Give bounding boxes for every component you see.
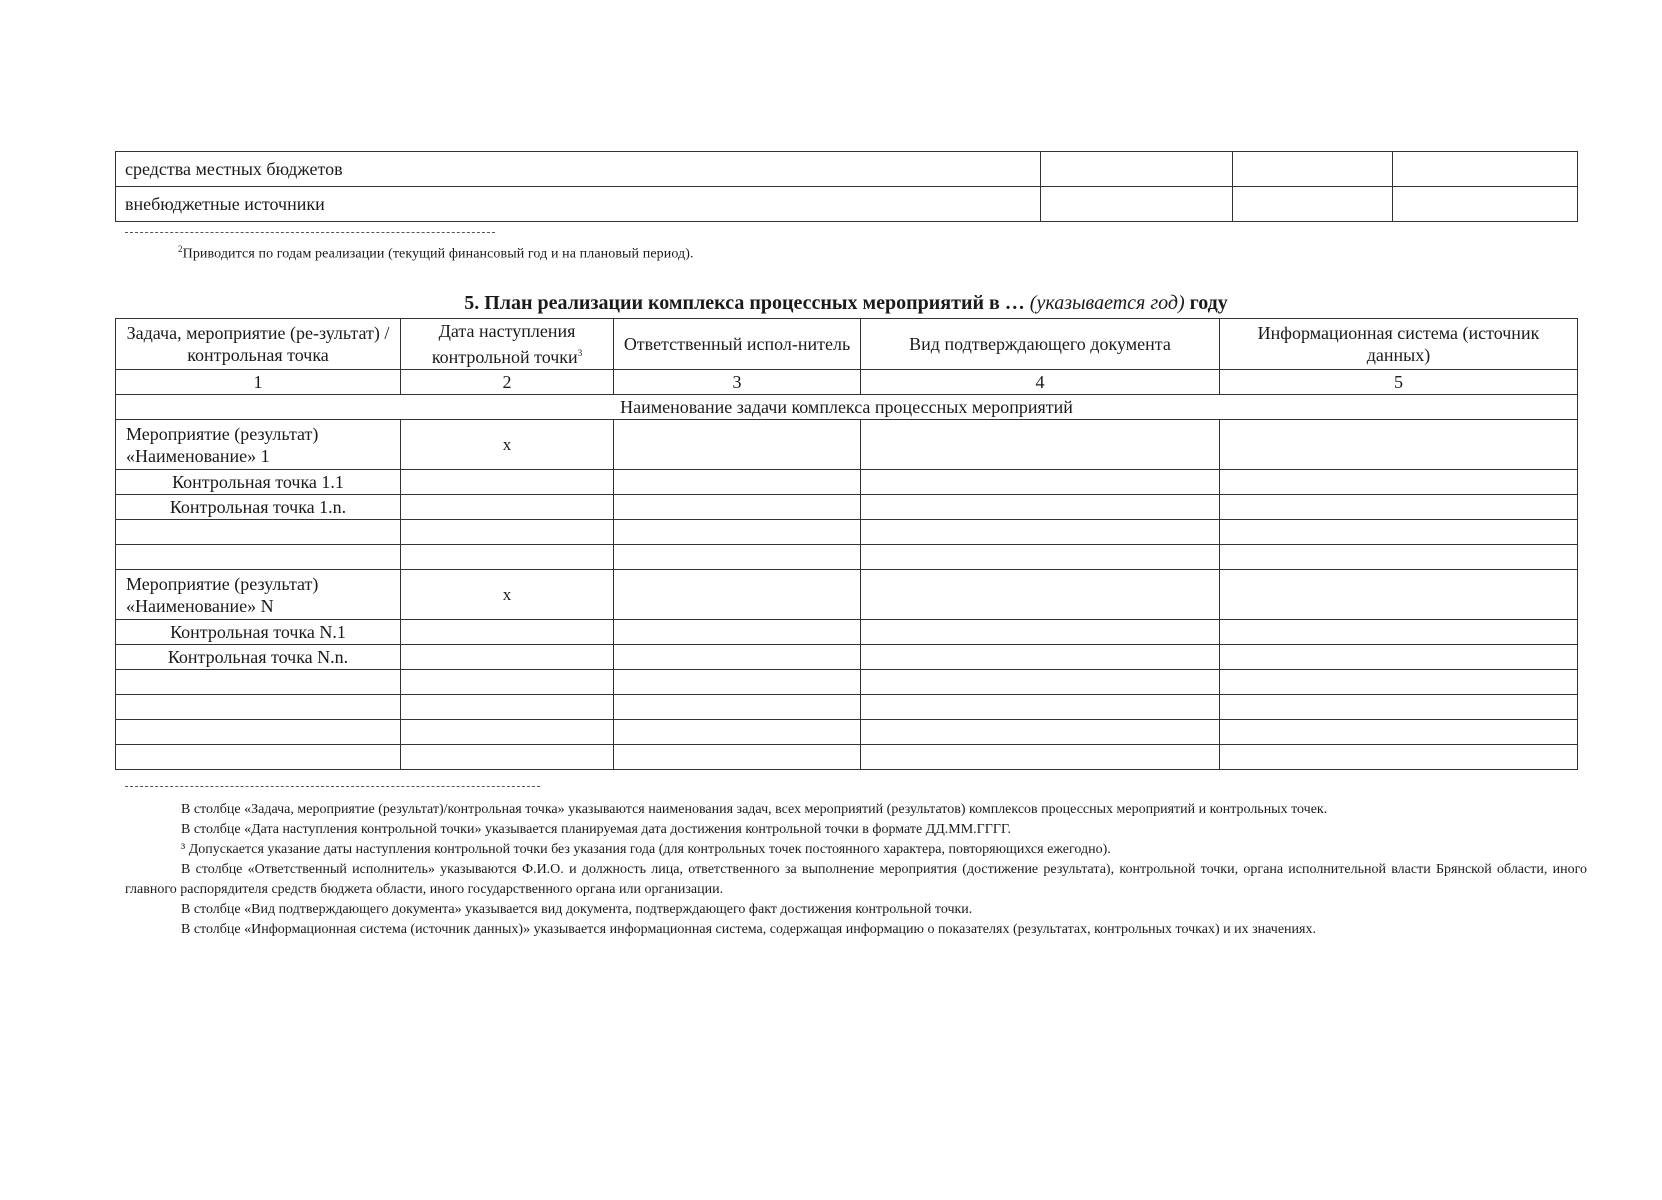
table-cell bbox=[401, 645, 614, 670]
footnote-separator bbox=[125, 232, 495, 233]
header-date bbox=[401, 319, 614, 370]
footnote-text: Приводится по годам реализации (текущий финансовый год и на плановый период). bbox=[182, 246, 694, 262]
table-cell bbox=[614, 670, 861, 695]
table-cell bbox=[861, 745, 1220, 770]
table-cell bbox=[1220, 645, 1578, 670]
table-cell bbox=[116, 720, 401, 745]
checkpoint-row bbox=[116, 620, 1578, 645]
table-cell bbox=[1393, 152, 1578, 187]
table-cell bbox=[401, 470, 614, 495]
table-cell bbox=[861, 620, 1220, 645]
header-responsible: Ответственный испол-нитель bbox=[614, 319, 861, 370]
note-paragraph: В столбце «Задача, мероприятие (результат)/контрольная точка» указываются наименования задач, всех мероприятий (результатов) комплексов процессных мероприятий и контрольных точек. bbox=[181, 802, 1328, 817]
event-row-n bbox=[116, 570, 1578, 620]
table-cell bbox=[1041, 152, 1233, 187]
table-cell bbox=[614, 620, 861, 645]
table-cell bbox=[116, 545, 401, 570]
funding-sources-table bbox=[115, 151, 1578, 222]
task-row bbox=[116, 395, 1578, 420]
table-cell bbox=[1233, 152, 1393, 187]
column-number: 4 bbox=[861, 370, 1220, 395]
table-cell bbox=[861, 645, 1220, 670]
footnote-mark: 2 bbox=[178, 244, 183, 254]
event-line: «Наименование» 1 bbox=[126, 445, 270, 466]
table-row bbox=[116, 152, 1578, 187]
table-cell bbox=[614, 470, 861, 495]
funding-source-label: внебюджетные источники bbox=[116, 187, 1041, 222]
column-number: 2 bbox=[401, 370, 614, 395]
table-cell bbox=[1220, 745, 1578, 770]
table-cell bbox=[614, 520, 861, 545]
section-title-end: году bbox=[1184, 292, 1228, 314]
table-cell bbox=[401, 495, 614, 520]
column-number: 5 bbox=[1220, 370, 1578, 395]
table-cell bbox=[861, 420, 1220, 470]
table-header-row bbox=[116, 319, 1578, 370]
table-cell bbox=[861, 495, 1220, 520]
event-name bbox=[116, 570, 401, 620]
footnote-2 bbox=[178, 244, 694, 263]
table-cell bbox=[401, 720, 614, 745]
table-cell bbox=[1220, 520, 1578, 545]
empty-row bbox=[116, 695, 1578, 720]
table-cell bbox=[116, 745, 401, 770]
table-cell bbox=[614, 645, 861, 670]
table-cell bbox=[1220, 670, 1578, 695]
empty-row bbox=[116, 670, 1578, 695]
table-cell bbox=[861, 545, 1220, 570]
table-cell bbox=[1041, 187, 1233, 222]
table-cell bbox=[861, 695, 1220, 720]
table-cell bbox=[401, 545, 614, 570]
event-date: х bbox=[401, 570, 614, 620]
table-cell bbox=[401, 745, 614, 770]
table-cell bbox=[1220, 620, 1578, 645]
checkpoint-row bbox=[116, 495, 1578, 520]
column-number: 3 bbox=[614, 370, 861, 395]
table-cell bbox=[861, 720, 1220, 745]
table-cell bbox=[1220, 695, 1578, 720]
table-cell bbox=[1220, 545, 1578, 570]
task-name: Наименование задачи комплекса процессных мероприятий bbox=[116, 395, 1578, 420]
note-paragraph: ³ Допускается указание даты наступления контрольной точки без указания года (для контрольных точек постоянного характера, повторяющихся ежегодно). bbox=[181, 842, 1111, 857]
event-name bbox=[116, 420, 401, 470]
table-cell bbox=[614, 745, 861, 770]
empty-row bbox=[116, 545, 1578, 570]
column-number: 1 bbox=[116, 370, 401, 395]
table-cell bbox=[861, 470, 1220, 495]
table-cell bbox=[861, 570, 1220, 620]
implementation-plan-table bbox=[115, 318, 1578, 770]
empty-row bbox=[116, 720, 1578, 745]
table-cell bbox=[614, 420, 861, 470]
section-title-italic: (указывается год) bbox=[1029, 292, 1185, 314]
table-row bbox=[116, 187, 1578, 222]
empty-row bbox=[116, 745, 1578, 770]
checkpoint-name: Контрольная точка 1.1 bbox=[116, 470, 401, 495]
note-paragraph: В столбце «Вид подтверждающего документа» указывается вид документа, подтверждающего факт достижения контрольной точки. bbox=[181, 902, 973, 917]
event-line: «Наименование» N bbox=[126, 595, 274, 616]
table-cell bbox=[861, 670, 1220, 695]
column-numbers-row bbox=[116, 370, 1578, 395]
note-paragraph: В столбце «Информационная система (источник данных)» указывается информационная система, содержащая информацию о показателях (результатах, контрольных точках) и их значениях. bbox=[181, 922, 1316, 937]
section-title bbox=[115, 292, 1577, 315]
checkpoint-name: Контрольная точка N.1 bbox=[116, 620, 401, 645]
table-cell bbox=[1233, 187, 1393, 222]
table-cell bbox=[116, 520, 401, 545]
table-cell bbox=[1220, 470, 1578, 495]
table-cell bbox=[116, 695, 401, 720]
checkpoint-row bbox=[116, 470, 1578, 495]
header-document: Вид подтверждающего документа bbox=[861, 319, 1220, 370]
table-cell bbox=[1220, 495, 1578, 520]
table-cell bbox=[614, 720, 861, 745]
table-cell bbox=[1393, 187, 1578, 222]
header-date-label: Дата наступления контрольной точки bbox=[431, 321, 578, 367]
header-info-system: Информационная система (источник данных) bbox=[1220, 319, 1578, 370]
table-cell bbox=[861, 520, 1220, 545]
table-cell bbox=[614, 695, 861, 720]
note-paragraph: В столбце «Дата наступления контрольной точки» указывается планируемая дата достижения контрольной точки в формате ДД.ММ.ГГГГ. bbox=[181, 822, 1011, 837]
funding-source-label: средства местных бюджетов bbox=[116, 152, 1041, 187]
notes-separator bbox=[125, 786, 540, 787]
table-cell bbox=[1220, 420, 1578, 470]
event-date: х bbox=[401, 420, 614, 470]
note-paragraph: В столбце «Ответственный исполнитель» указываются Ф.И.О. и должность лица, ответственного за выполнение мероприятия (достижение результата), контрольной точки, органа исполнительной власти Брянской области, иного главного распорядителя средств бюджета области, иного государственного органа или организации. bbox=[125, 862, 1587, 897]
table-cell bbox=[614, 545, 861, 570]
empty-row bbox=[116, 520, 1578, 545]
table-notes bbox=[125, 800, 1587, 940]
checkpoint-name: Контрольная точка N.n. bbox=[116, 645, 401, 670]
table-cell bbox=[614, 570, 861, 620]
section-title-start: 5. План реализации комплекса процессных мероприятий в … bbox=[464, 292, 1030, 314]
table-cell bbox=[1220, 720, 1578, 745]
table-cell bbox=[401, 520, 614, 545]
table-cell bbox=[116, 670, 401, 695]
table-cell bbox=[401, 620, 614, 645]
table-cell bbox=[401, 670, 614, 695]
header-task: Задача, мероприятие (ре-зультат) / контрольная точка bbox=[116, 319, 401, 370]
table-cell bbox=[614, 495, 861, 520]
event-row-1 bbox=[116, 420, 1578, 470]
event-line: Мероприятие (результат) bbox=[126, 573, 319, 594]
footnote-mark: 3 bbox=[577, 348, 583, 358]
checkpoint-row bbox=[116, 645, 1578, 670]
checkpoint-name: Контрольная точка 1.n. bbox=[116, 495, 401, 520]
event-line: Мероприятие (результат) bbox=[126, 423, 319, 444]
table-cell bbox=[1220, 570, 1578, 620]
table-cell bbox=[401, 695, 614, 720]
